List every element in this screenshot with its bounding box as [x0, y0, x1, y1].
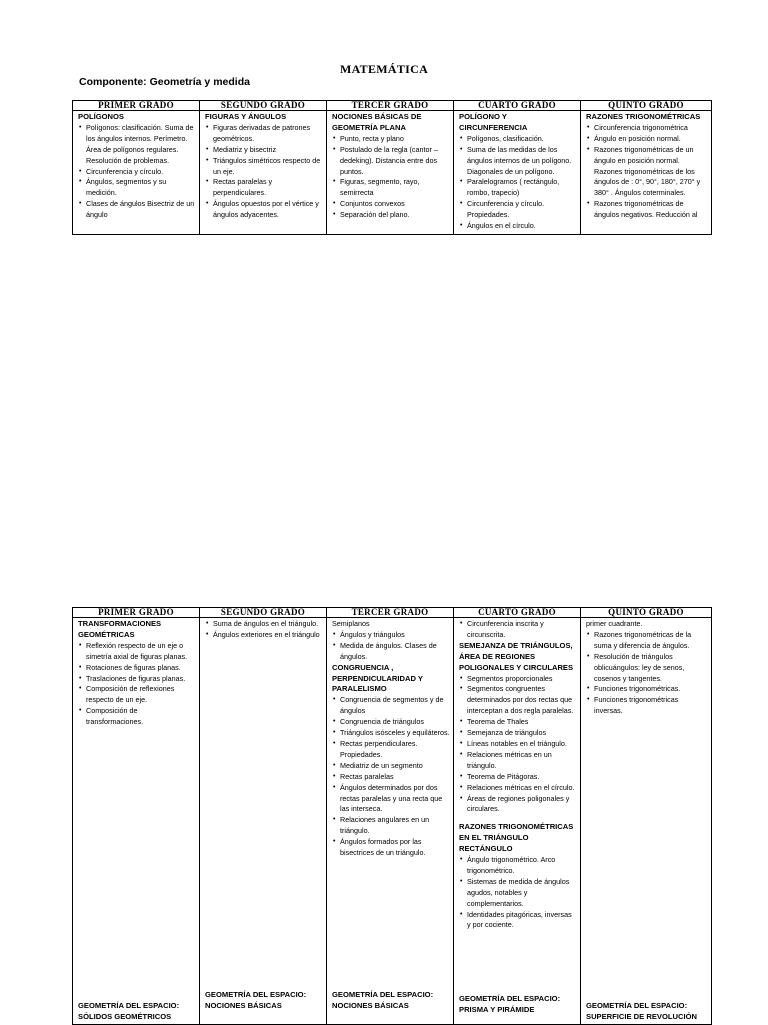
list-item: • Traslaciones de figuras planas.: [86, 674, 196, 685]
continued-text: primer cuadrante.: [586, 619, 643, 628]
list-item: • Funciones trigonométricas inversas.: [594, 695, 708, 717]
list-item: • Sistemas de medida de ángulos agudos, notables y complementarios.: [467, 877, 577, 910]
header-primer-grado: PRIMER GRADO: [73, 608, 200, 618]
list-item: • Circunferencia y círculo.: [86, 167, 196, 178]
section-heading: CONGRUENCIA , PERPENDICULARIDAD Y PARALELISMO: [332, 662, 423, 694]
list-item: • Conjuntos convexos: [340, 199, 450, 210]
header-cuarto-grado: CUARTO GRADO: [454, 608, 581, 618]
item-list: [459, 855, 577, 931]
space-geometry-heading: GEOMETRÍA DEL ESPACIO: NOCIONES BÁSICAS: [205, 990, 307, 1011]
list-item: • Circunferencia y círculo. Propiedades.: [467, 199, 577, 221]
list-item: • Ángulos exteriores en el triángulo: [213, 630, 323, 641]
header-primer-grado: PRIMER GRADO: [73, 101, 200, 111]
item-list: [586, 123, 708, 221]
list-item: • Ángulo en posición normal.: [594, 134, 708, 145]
cell-quinto-grado: [581, 618, 712, 1025]
list-item: • Relaciones métricas en un triángulo.: [467, 750, 577, 772]
header-segundo-grado: SEGUNDO GRADO: [200, 608, 327, 618]
list-item: • Congruencia de triángulos: [340, 717, 450, 728]
item-list: [332, 134, 450, 221]
list-item: • Rectas paralelas: [340, 772, 450, 783]
curriculum-table-bottom: [72, 607, 712, 1025]
continued-text: Semiplanos: [332, 619, 370, 628]
cell-primer-grado: [73, 618, 200, 1025]
item-list: [205, 619, 323, 641]
list-item: • Punto, recta y plano: [340, 134, 450, 145]
cell-quinto-grado: [581, 111, 712, 235]
header-row: [73, 101, 712, 111]
list-item: • Suma de las medidas de los ángulos internos de un polígono. Diagonales de un polígono.: [467, 145, 577, 178]
list-item: • Circunferencia inscrita y circunscrita.: [467, 619, 577, 641]
space-geometry-heading: GEOMETRÍA DEL ESPACIO: SÓLIDOS GEOMÉTRICOS: [78, 1001, 180, 1022]
header-cuarto-grado: CUARTO GRADO: [454, 101, 581, 111]
header-quinto-grado: QUINTO GRADO: [581, 608, 712, 618]
cell-tercer-grado: [327, 111, 454, 235]
list-item: • Teorema de Thales: [467, 717, 577, 728]
list-item: • Razones trigonométricas de ángulos negativos. Reducción al: [594, 199, 708, 221]
content-row: [73, 111, 712, 235]
cell-primer-grado: [73, 111, 200, 235]
section-heading: NOCIONES BÁSICAS DE GEOMETRÍA PLANA: [332, 112, 422, 132]
list-item: • Figuras, segmento, rayo, semirrecta: [340, 177, 450, 199]
list-item: • Ángulo trigonométrico. Arco trigonométrico.: [467, 855, 577, 877]
header-segundo-grado: SEGUNDO GRADO: [200, 101, 327, 111]
list-item: • Mediatriz y bisectriz: [213, 145, 323, 156]
list-item: • Funciones trigonométricas.: [594, 684, 708, 695]
item-list: [78, 641, 196, 728]
cell-segundo-grado: [200, 111, 327, 235]
header-tercer-grado: TERCER GRADO: [327, 608, 454, 618]
list-item: • Composición de reflexiones respecto de un eje.: [86, 684, 196, 706]
list-item: • Identidades pitagóricas, inversas y por cociente.: [467, 910, 577, 932]
section-heading: RAZONES TRIGONOMÉTRICAS: [586, 112, 701, 121]
list-item: • Triángulos isósceles y equiláteros.: [340, 728, 450, 739]
list-item: • Clases de ángulos Bisectriz de un ángulo: [86, 199, 196, 221]
header-row: [73, 608, 712, 618]
component-label: Componente: Geometría y medida: [79, 76, 250, 88]
item-list: [332, 695, 450, 859]
list-item: • Rectas paralelas y perpendiculares.: [213, 177, 323, 199]
list-item: • Rotaciones de figuras planas.: [86, 663, 196, 674]
list-item: • Semejanza de triángulos: [467, 728, 577, 739]
list-item: • Ángulos opuestos por el vértice y ángulos adyacentes.: [213, 199, 323, 221]
list-item: • Triángulos simétricos respecto de un eje.: [213, 156, 323, 178]
list-item: • Ángulos formados por las bisectrices de un triángulo.: [340, 837, 450, 859]
section-heading: FIGURAS Y ÁNGULOS: [205, 112, 287, 121]
list-item: • Separación del plano.: [340, 210, 450, 221]
list-item: • Composición de transformaciones.: [86, 706, 196, 728]
curriculum-table-top: [72, 100, 712, 235]
list-item: • Segmentos congruentes determinados por dos rectas que interceptan a dos regla paralelas.: [467, 684, 577, 717]
cell-cuarto-grado: [454, 618, 581, 1025]
list-item: • Medida de ángulos. Clases de ángulos.: [340, 641, 450, 663]
list-item: • Teorema de Pitágoras.: [467, 772, 577, 783]
item-list: [78, 123, 196, 221]
item-list: [205, 123, 323, 221]
list-item: • Congruencia de segmentos y de ángulos: [340, 695, 450, 717]
section-heading: POLÍGONO Y CIRCUNFERENCIA: [459, 112, 528, 132]
list-item: • Mediatriz de un segmento: [340, 761, 450, 772]
item-list: [459, 134, 577, 232]
list-item: • Suma de ángulos en el triángulo.: [213, 619, 323, 630]
header-tercer-grado: TERCER GRADO: [327, 101, 454, 111]
document-title: MATEMÁTICA: [339, 62, 429, 76]
section-heading: POLÍGONOS: [78, 112, 124, 121]
cell-cuarto-grado: [454, 111, 581, 235]
section-heading: RAZONES TRIGONOMÉTRICAS EN EL TRIÁNGULO RECTÁNGULO: [459, 822, 574, 854]
list-item: • Polígonos, clasificación.: [467, 134, 577, 145]
item-list: [459, 619, 577, 641]
cell-segundo-grado: [200, 618, 327, 1025]
list-item: • Rectas perpendiculares. Propiedades.: [340, 739, 450, 761]
list-item: • Resolución de triángulos oblicuángulos: ley de senos, cosenos y tangentes.: [594, 652, 708, 685]
list-item: • Áreas de regiones poligonales y circulares.: [467, 794, 577, 816]
section-heading: SEMEJANZA DE TRIÁNGULOS, ÁREA DE REGIONES POLIGONALES Y CIRCULARES: [459, 640, 574, 672]
list-item: • Razones trigonométricas de la suma y diferencia de ángulos.: [594, 630, 708, 652]
space-geometry-heading: GEOMETRÍA DEL ESPACIO: SUPERFICIE DE REVOLUCIÓN: [586, 1001, 697, 1022]
list-item: • Postulado de la regla (cantor – dedeking). Distancia entre dos puntos.: [340, 145, 450, 178]
list-item: • Circunferencia trigonométrica: [594, 123, 708, 134]
list-item: • Ángulos y triángulos: [340, 630, 450, 641]
space-geometry-heading: GEOMETRÍA DEL ESPACIO: PRISMA Y PIRÁMIDE: [459, 994, 561, 1015]
list-item: • Ángulos determinados por dos rectas paralelas y una recta que las interseca.: [340, 783, 450, 816]
list-item: • Razones trigonométricas de un ángulo en posición normal. Razones trigonométricas de los ángulos de : 0°, 90°, 180°, 270° y 380° . Ángulos coterminales.: [594, 145, 708, 200]
list-item: • Ángulos en el círculo.: [467, 221, 577, 232]
list-item: • Ángulos, segmentos y su medición.: [86, 177, 196, 199]
cell-tercer-grado: [327, 618, 454, 1025]
list-item: • Relaciones métricas en el círculo.: [467, 783, 577, 794]
item-list: [586, 630, 708, 717]
header-quinto-grado: QUINTO GRADO: [581, 101, 712, 111]
list-item: • Polígonos: clasificación. Suma de los ángulos internos. Perímetro. Área de polígonos regulares. Resolución de problemas.: [86, 123, 196, 167]
space-geometry-heading: GEOMETRÍA DEL ESPACIO: NOCIONES BÁSICAS: [332, 990, 434, 1011]
section-heading: TRANSFORMACIONES GEOMÉTRICAS: [78, 619, 162, 639]
list-item: • Figuras derivadas de patrones geométricos.: [213, 123, 323, 145]
list-item: • Reflexión respecto de un eje o simetría axial de figuras planas.: [86, 641, 196, 663]
content-row: [73, 618, 712, 1025]
list-item: • Relaciones angulares en un triángulo.: [340, 815, 450, 837]
list-item: • Paralelogramos ( rectángulo, rombo, trapecio): [467, 177, 577, 199]
item-list: [459, 674, 577, 816]
list-item: • Segmentos proporcionales: [467, 674, 577, 685]
list-item: • Líneas notables en el triángulo.: [467, 739, 577, 750]
item-list: [332, 630, 450, 663]
